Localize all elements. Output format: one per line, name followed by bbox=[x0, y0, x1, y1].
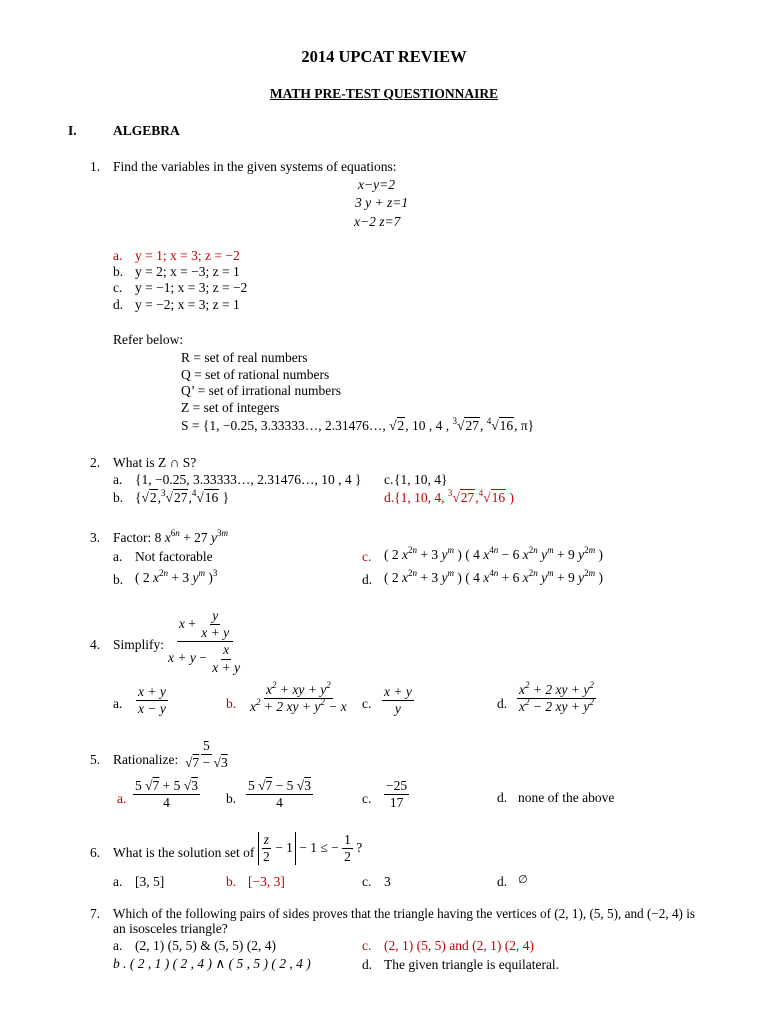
equation-1: x−y=2 bbox=[358, 177, 395, 192]
document-subtitle: MATH PRE-TEST QUESTIONNAIRE bbox=[269, 86, 499, 101]
q4-option-c: $\frac{x + y}{y}$ bbox=[384, 684, 412, 717]
q6-expression: $\frac{z}{2}$ − 1 − 1 ≤ − $\frac{1}{2}$ ? bbox=[258, 832, 362, 865]
q2-option-d: d.{1, 10, 4, $^3$√27,$^4$√16 ) bbox=[384, 488, 514, 505]
set-s-cbrt27: 27 bbox=[465, 418, 479, 433]
q2-option-a: {1, −0.25, 3.33333…, 2.31476…, 10 , 4 } bbox=[135, 472, 362, 487]
q2-option-b: {√2,$^3$√27,$^4$√16 } bbox=[135, 488, 230, 505]
question-4-number: 4. bbox=[90, 637, 101, 652]
q3-option-d-label: d. bbox=[362, 572, 373, 587]
root-index-3: 3 bbox=[447, 488, 453, 498]
q6-option-c-label: c. bbox=[362, 874, 372, 889]
q2b-cbrt27: 27 bbox=[173, 490, 188, 505]
set-s-root16: 16 bbox=[499, 418, 514, 433]
q3-option-c: ( 2 $x^{2n} + 3$ $y^m$ ) ( 4 $x^{4n} - 6$ $x^{2n}$ $y^m + 9$ $y^{2m}$ ) bbox=[384, 545, 603, 562]
q4-option-b-label: b. bbox=[226, 696, 237, 711]
q5-option-c: $\frac{-25}{17}$ bbox=[386, 778, 408, 811]
q4-option-c-label: c. bbox=[362, 696, 372, 711]
q1-option-a: y = 1; x = 3; z = −2 bbox=[135, 248, 240, 263]
q2b-sqrt2: 2 bbox=[149, 490, 157, 505]
question-3-number: 3. bbox=[90, 530, 101, 545]
equation-2: 3 y + z=1 bbox=[355, 195, 409, 210]
q7-option-d-label: d. bbox=[362, 957, 373, 972]
equation-3: x−2 z=7 bbox=[354, 214, 401, 229]
question-7-prompt-line-1: Which of the following pairs of sides proves that the triangle having the vertices of (2, 1), (5, 5), and (−2, 4) is bbox=[113, 906, 696, 921]
q2-option-a-label: a. bbox=[113, 472, 123, 487]
cube-root-symbol: $^3$√27 bbox=[161, 488, 188, 505]
q4-option-a-label: a. bbox=[113, 696, 123, 711]
set-s-suffix: , π} bbox=[514, 418, 535, 433]
q2b-root16: 16 bbox=[204, 490, 219, 505]
q7-option-a-label: a. bbox=[113, 938, 123, 953]
q1-option-d: y = −2; x = 3; z = 1 bbox=[135, 297, 240, 312]
q2-option-c-label: c. bbox=[384, 472, 394, 487]
q3-option-a: Not factorable bbox=[135, 549, 213, 564]
set-definition-q: Q = set of rational numbers bbox=[181, 367, 330, 382]
q2d-cbrt27: 27 bbox=[460, 490, 475, 505]
set-s-mid: , 10 , 4 , bbox=[405, 418, 450, 433]
fourth-root-symbol: $^4$√16 bbox=[478, 488, 506, 505]
q2d-root16: 16 bbox=[491, 490, 506, 505]
q2-option-d-label: d. bbox=[384, 490, 395, 505]
question-1-prompt: Find the variables in the given systems of equations: bbox=[113, 159, 397, 174]
q3-option-d: ( 2 $x^{2n} + 3$ $y^m$ ) ( 4 $x^{4n} + 6$ $x^{2n}$ $y^m + 9$ $y^{2m}$ ) bbox=[384, 568, 603, 585]
q6-option-a: [3, 5] bbox=[135, 874, 165, 889]
q6-option-d-label: d. bbox=[497, 874, 508, 889]
sqrt-symbol: √2 bbox=[141, 490, 157, 505]
question-2-number: 2. bbox=[90, 455, 101, 470]
q1-option-c: y = −1; x = 3; z = −2 bbox=[135, 280, 248, 295]
root-index-3: 3 bbox=[161, 488, 166, 498]
set-definition-q-prime: Q’ = set of irrational numbers bbox=[181, 383, 341, 398]
q6-option-b-label: b. bbox=[226, 874, 237, 889]
q4-option-d: $\frac{x^2 + 2 xy + y^2}{x^2 - 2 xy + y^2}$ bbox=[519, 680, 594, 715]
q6-option-a-label: a. bbox=[113, 874, 123, 889]
root-index-4: 4 bbox=[191, 488, 197, 498]
q1-option-c-label: c. bbox=[113, 280, 123, 295]
q4-option-b: $\frac{x^2 + xy + y^2}{x^2 + 2 xy + y^2 - x}$ bbox=[250, 680, 347, 715]
paren-close: ) bbox=[509, 490, 514, 505]
question-5-number: 5. bbox=[90, 752, 101, 767]
q4-option-a: $\frac{x + y}{x - y}$ bbox=[138, 684, 166, 717]
set-s-prefix: S = {1, −0.25, 3.33333…, 2.31476…, bbox=[181, 418, 386, 433]
root-index-4: 4 bbox=[486, 416, 492, 426]
refer-intro: Refer below: bbox=[113, 332, 184, 347]
q7-option-a: (2, 1) (5, 5) & (5, 5) (2, 4) bbox=[135, 938, 276, 953]
q2-option-c: {1, 10, 4} bbox=[394, 472, 448, 487]
fourth-root-symbol: $^4$√16 bbox=[486, 416, 514, 433]
q3-option-b: ( 2 $x^{2n} + 3$ $y^m$ )$^3$ bbox=[135, 568, 218, 585]
q4-expression bbox=[166, 608, 244, 676]
cube-root-symbol: $^3$√27 bbox=[447, 488, 475, 505]
q5-option-d: none of the above bbox=[518, 790, 615, 805]
question-7-prompt-line-2: an isosceles triangle? bbox=[113, 921, 228, 936]
q7-option-d: The given triangle is equilateral. bbox=[384, 957, 560, 972]
q3-prompt-label: Factor: bbox=[113, 530, 152, 545]
q6-option-b: [−3, 3] bbox=[248, 874, 285, 889]
q5-expression: $\frac{5}{√7 - √3}$ bbox=[185, 738, 228, 771]
q5-option-d-label: d. bbox=[497, 790, 508, 805]
q7-option-c: (2, 1) (5, 5) and (2, 1) (2, 4) bbox=[384, 938, 534, 953]
q7-option-c-label: c. bbox=[362, 938, 372, 953]
q6-option-c: 3 bbox=[384, 874, 391, 889]
question-3-prompt: Factor: 8 $x^{6n} + 27$ $y^{3m}$ bbox=[113, 528, 228, 545]
root-index-3: 3 bbox=[452, 416, 458, 426]
question-7-number: 7. bbox=[90, 906, 101, 921]
question-5-prompt: Rationalize: bbox=[113, 752, 179, 767]
q1-option-a-label: a. bbox=[113, 248, 123, 263]
q3-option-a-label: a. bbox=[113, 549, 123, 564]
q1-option-d-label: d. bbox=[113, 297, 124, 312]
question-6-prompt: What is the solution set of bbox=[113, 845, 255, 860]
question-2-prompt: What is Z ∩ S? bbox=[113, 455, 197, 470]
set-s-sqrt2: 2 bbox=[397, 418, 405, 433]
section-title: ALGEBRA bbox=[113, 123, 180, 138]
cube-root-symbol: $^3$√27 bbox=[452, 416, 479, 433]
fourth-root-symbol: $^4$√16 bbox=[191, 488, 219, 505]
q4-main-fraction: x + $\frac{y}{x + y}$ x + y − $\frac{x}{x + y}$ bbox=[168, 608, 241, 675]
question-6-number: 6. bbox=[90, 845, 101, 860]
q5-option-b-label: b. bbox=[226, 791, 237, 806]
sqrt-symbol: √2 bbox=[389, 418, 405, 433]
q3-option-b-label: b. bbox=[113, 572, 124, 587]
question-1-number: 1. bbox=[90, 159, 101, 174]
q5-option-a-label: a. bbox=[117, 791, 127, 806]
q5-option-b: $\frac{5 √7 - 5 √3}{4}$ bbox=[248, 778, 311, 811]
set-definition-z: Z = set of integers bbox=[181, 400, 280, 415]
document-title: 2014 UPCAT REVIEW bbox=[301, 47, 467, 66]
q1-option-b: y = 2; x = −3; z = 1 bbox=[135, 264, 240, 279]
set-definition-r: R = set of real numbers bbox=[181, 350, 308, 365]
q3-option-c-label: c. bbox=[362, 549, 372, 564]
brace-open: { bbox=[135, 490, 142, 505]
q4-option-d-label: d. bbox=[497, 696, 508, 711]
q5-option-a: $\frac{5 √7 + 5 √3}{4}$ bbox=[135, 778, 198, 811]
q7-option-b: b . ( 2 , 1 ) ( 2 , 4 ) ∧ ( 5 , 5 ) ( 2 , 4 ) bbox=[113, 956, 311, 971]
q6-option-d: ∅ bbox=[518, 874, 528, 886]
root-index-4: 4 bbox=[478, 488, 484, 498]
q2-option-b-label: b. bbox=[113, 490, 124, 505]
q2-option-d-text: {1, 10, 4, bbox=[394, 490, 445, 505]
q5-option-c-label: c. bbox=[362, 791, 372, 806]
q1-option-b-label: b. bbox=[113, 264, 124, 279]
section-number: I. bbox=[68, 123, 77, 138]
question-4-prompt: Simplify: bbox=[113, 637, 165, 652]
set-definition-s: S = {1, −0.25, 3.33333…, 2.31476…, √2, 10 , 4 , $^3$√27, $^4$√16, π} bbox=[181, 416, 535, 433]
